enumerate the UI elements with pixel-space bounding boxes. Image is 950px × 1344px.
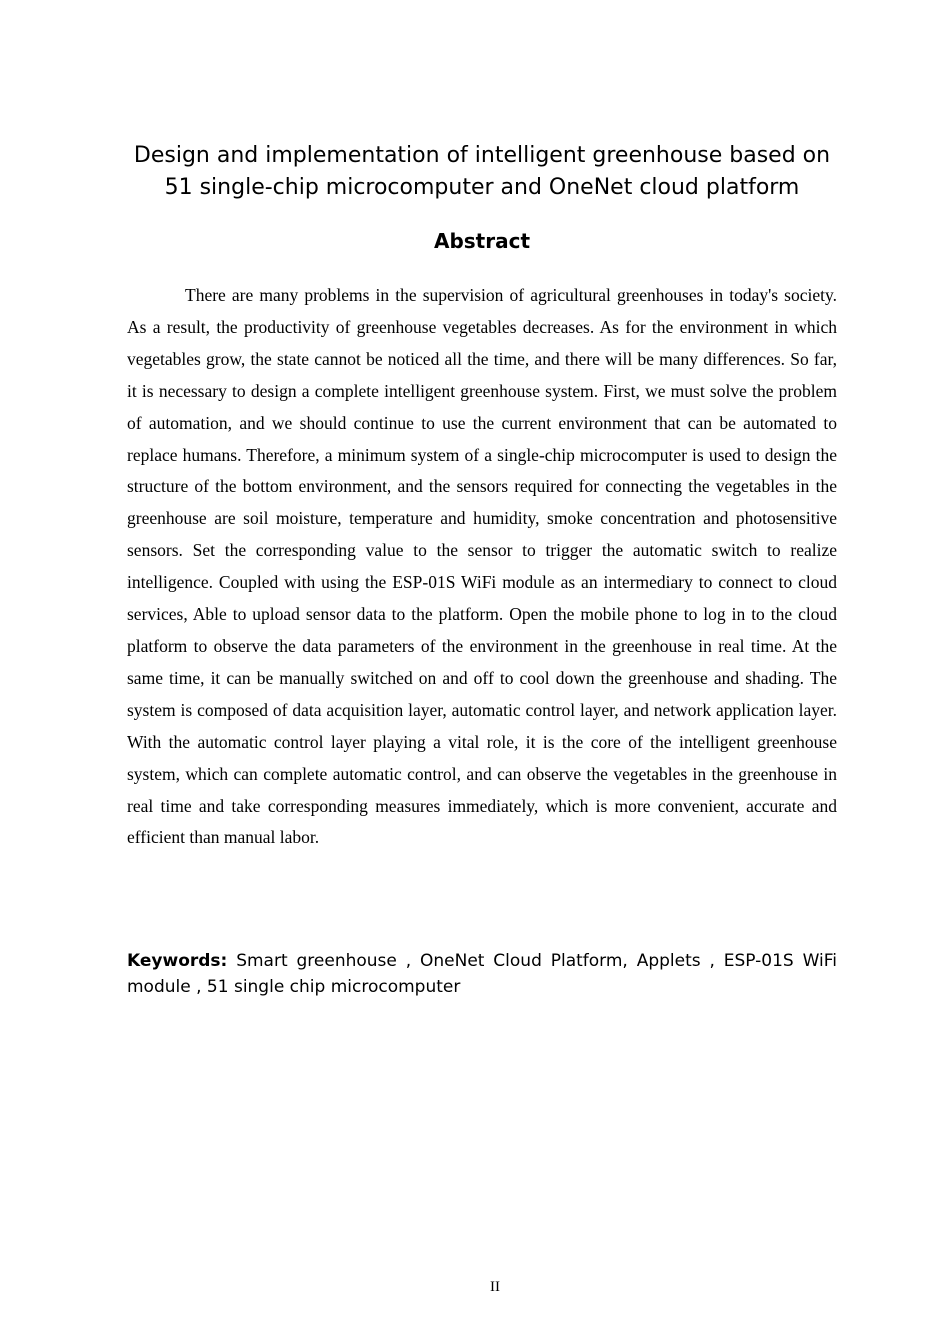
keywords-text: Smart greenhouse , OneNet Cloud Platform, Applets , ESP-01S WiFi module , 51 single chip microcomputer <box>127 951 837 997</box>
page-number: II <box>490 1279 500 1295</box>
keywords-line <box>127 948 837 1000</box>
document-title: Design and implementation of intelligent greenhouse based on 51 single-chip microcomputer and OneNet cloud platform <box>133 143 831 200</box>
keywords-label: Keywords: <box>127 951 228 971</box>
abstract-heading: Abstract <box>433 229 531 253</box>
abstract-paragraph: There are many problems in the supervision of agricultural greenhouses in today's society. As a result, the productivity of greenhouse vegetables decreases. As for the environment in which vegetables grow, the state cannot be noticed all the time, and there will be many differences. So far, it is necessary to design a complete intelligent greenhouse system. First, we must solve the problem of automation, and we should continue to use the current environment that can be automated to replace humans. Therefore, a minimum system of a single-chip microcomputer is used to design the structure of the bottom environment, and the sensors required for connecting the vegetables in the greenhouse are soil moisture, temperature and humidity, smoke concentration and photosensitive sensors. Set the corresponding value to the sensor to trigger the automatic switch to realize intelligence. Coupled with using the ESP-01S WiFi module as an intermediary to connect to cloud services, Able to upload sensor data to the platform. Open the mobile phone to log in to the cloud platform to observe the data parameters of the environment in the greenhouse in real time. At the same time, it can be manually switched on and off to cool down the greenhouse and shading. The system is composed of data acquisition layer, automatic control layer, and network application layer. With the automatic control layer playing a vital role, it is the core of the intelligent greenhouse system, which can complete automatic control, and can observe the vegetables in the greenhouse in real time and take corresponding measures immediately, which is more convenient, accurate and efficient than manual labor. <box>127 285 837 848</box>
